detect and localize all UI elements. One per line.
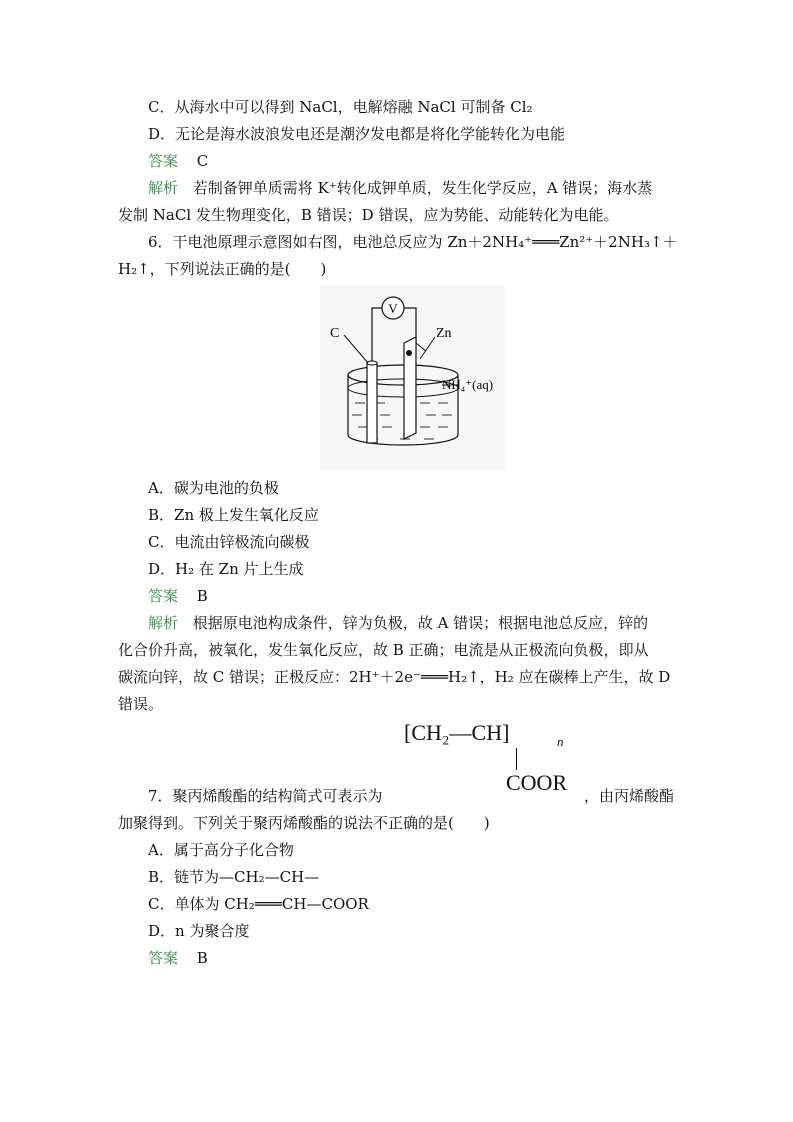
q7-stem-line-1b: ，由丙烯酸酯 xyxy=(584,787,675,805)
q5-answer-row xyxy=(148,151,208,171)
answer-value: B xyxy=(196,949,208,967)
q7-answer-row xyxy=(148,948,208,968)
formula-bond xyxy=(516,748,517,770)
q6-analysis-line-2: 化合价升高，被氧化，发生氧化反应，故 B 正确；电流是从正极流向负极，即从 xyxy=(118,641,649,659)
answer-label: 答案 xyxy=(148,587,179,605)
q7-stem-line-1a: 7．聚丙烯酸酯的结构简式可表示为 xyxy=(148,787,383,805)
analysis-label: 解析 xyxy=(148,179,179,197)
label-carbon: C xyxy=(330,326,340,341)
q7-option-a: A．属于高分子化合物 xyxy=(148,841,294,859)
q6-option-c: C．电流由锌极流向碳极 xyxy=(148,533,310,551)
q6-option-b: B．Zn 极上发生氧化反应 xyxy=(148,506,319,524)
dry-cell-diagram xyxy=(320,285,505,474)
q7-option-b: B．链节为—CH₂—CH— xyxy=(148,868,320,886)
q5-analysis-line-2: 发制 NaCl 发生物理变化，B 错误；D 错误，应为势能、动能转化为电能。 xyxy=(118,206,619,224)
q5-analysis-line-1: 解析 若制备钾单质需将 K⁺转化成钾单质，发生化学反应，A 错误；海水蒸 xyxy=(148,179,653,197)
q7-stem-line-2: 加聚得到。下列关于聚丙烯酸酯的说法不正确的是( ) xyxy=(118,814,490,832)
q6-option-a: A．碳为电池的负极 xyxy=(148,479,279,497)
formula-side-group: COOR xyxy=(506,770,568,795)
carbon-rod xyxy=(367,363,377,443)
dry-cell-svg xyxy=(320,285,505,470)
answer-value: B xyxy=(196,587,208,605)
formula-repeat-unit: [CH₂—CH] xyxy=(404,720,510,745)
label-zinc: Zn xyxy=(436,326,452,341)
label-electrolyte: NH₄⁺(aq) xyxy=(442,377,494,392)
voltmeter-label: V xyxy=(388,301,398,316)
answer-label: 答案 xyxy=(148,949,179,967)
answer-value: C xyxy=(196,152,209,170)
q5-option-c: C．从海水中可以得到 NaCl，电解熔融 NaCl 可制备 Cl₂ xyxy=(148,98,533,116)
q6-answer-row xyxy=(148,586,208,606)
formula-degree: n xyxy=(557,734,564,749)
polyacrylate-formula xyxy=(404,720,604,800)
q5-option-d: D．无论是海水波浪发电还是潮汐发电都是将化学能转化为电能 xyxy=(148,125,566,143)
q6-analysis-line-4: 错误。 xyxy=(118,695,164,713)
q6-option-d: D．H₂ 在 Zn 片上生成 xyxy=(148,560,304,578)
q7-option-d: D．n 为聚合度 xyxy=(148,922,250,940)
q6-stem-line-1: 6．干电池原理示意图如右图，电池总反应为 Zn＋2NH₄⁺═══Zn²⁺＋2NH₃↑＋ xyxy=(148,233,678,251)
analysis-label: 解析 xyxy=(148,614,179,632)
answer-label: 答案 xyxy=(148,152,179,170)
zinc-contact-dot xyxy=(406,350,412,356)
q7-option-c: C．单体为 CH₂═══CH—COOR xyxy=(148,895,369,913)
q6-analysis-line-3: 碳流向锌，故 C 错误；正极反应：2H⁺＋2e⁻═══H₂↑，H₂ 应在碳棒上产生，故 D xyxy=(118,668,671,686)
q6-stem-line-2: H₂↑，下列说法正确的是( ) xyxy=(118,260,327,278)
q6-analysis-line-1: 解析 根据原电池构成条件，锌为负极，故 A 错误；根据电池总反应，锌的 xyxy=(148,614,649,632)
